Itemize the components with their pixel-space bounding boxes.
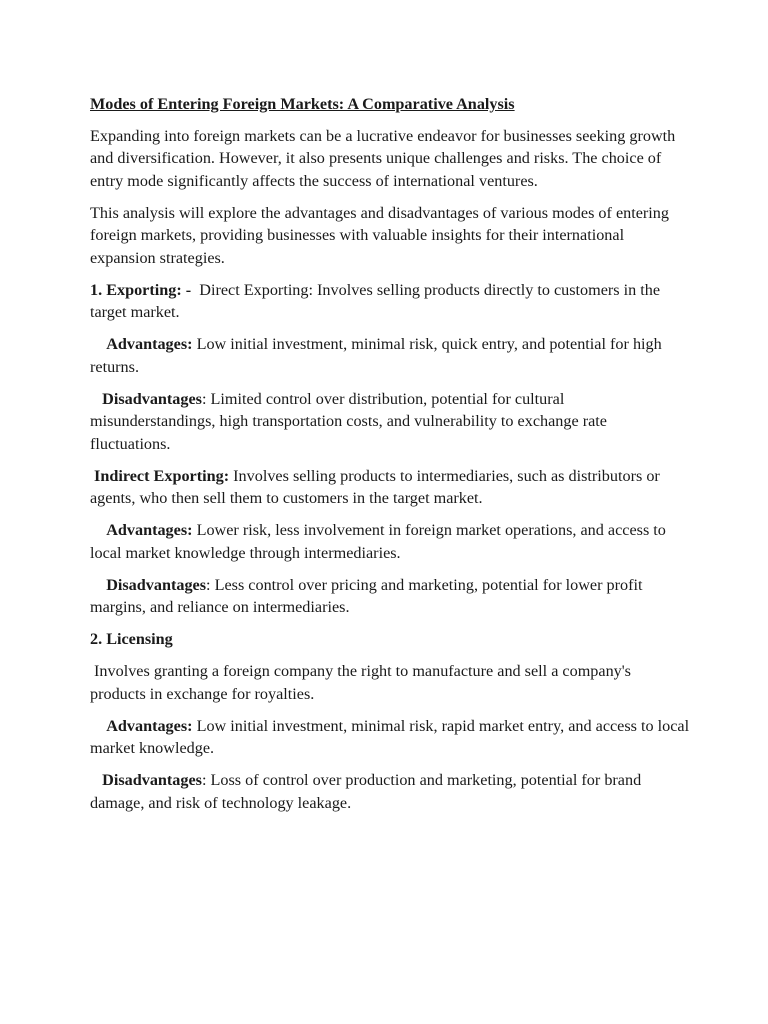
document-page: [90, 93, 690, 824]
licensing-advantages-label: Advantages:: [106, 716, 193, 735]
direct-advantages-text: Low initial investment, minimal risk, quick entry, and potential for high returns.: [90, 335, 662, 376]
direct-advantages-label: Advantages:: [106, 335, 193, 353]
licensing-disadvantages-text: : Loss of control over production and marketing, potential for brand damage, and risk of technology leakage.: [90, 771, 642, 812]
document-title: Modes of Entering Foreign Markets: A Comparative Analysis: [90, 95, 515, 113]
licensing-disadvantages-paragraph: [90, 769, 690, 814]
licensing-paragraph: [90, 660, 690, 705]
indirect-exporting-text: Involves selling products to intermediaries, such as distributors or agents, who then sell them to customers in the target market.: [90, 466, 660, 507]
direct-disadvantages-label: Disadvantages: [102, 389, 202, 408]
licensing-text: Involves granting a foreign company the right to manufacture and sell a company's products in exchange for royalties.: [90, 662, 631, 703]
direct-disadvantages-paragraph: [90, 388, 690, 456]
licensing-advantages-paragraph: [90, 715, 690, 760]
licensing-heading: 2. Licensing: [90, 630, 173, 648]
intro-paragraph-1: Expanding into foreign markets can be a lucrative endeavor for businesses seeking growth and diversification. However, it also presents unique challenges and risks. The choice of entry mode significantly affects the success of international ventures.: [90, 126, 676, 190]
indirect-disadvantages-label: Disadvantages: [106, 575, 207, 594]
licensing-disadvantages-label: Disadvantages: [102, 771, 202, 789]
indirect-disadvantages-paragraph: [90, 574, 690, 619]
indirect-advantages-label: Advantages:: [106, 521, 193, 539]
exporting-direct-paragraph: [90, 279, 690, 324]
indirect-advantages-text: Lower risk, less involvement in foreign market operations, and access to local market knowledge through intermediaries.: [90, 521, 666, 562]
exporting-heading: 1. Exporting: -: [90, 280, 192, 299]
indirect-exporting-label: Indirect Exporting:: [94, 466, 230, 485]
indirect-disadvantages-text: : Less control over pricing and marketing, potential for lower profit margins, and reliance on intermediaries.: [90, 575, 643, 616]
indirect-advantages-paragraph: [90, 519, 690, 564]
indirect-exporting-paragraph: [90, 465, 690, 510]
direct-exporting-text: Direct Exporting: Involves selling products directly to customers in the target market.: [90, 280, 661, 321]
direct-advantages-paragraph: [90, 333, 690, 378]
direct-disadvantages-text: : Limited control over distribution, potential for cultural misunderstandings, high transportation costs, and vulnerability to exchange rate fluctuations.: [90, 389, 607, 453]
intro-paragraph-2: This analysis will explore the advantages and disadvantages of various modes of entering foreign markets, providing businesses with valuable insights for their international expansion strategies.: [90, 203, 669, 267]
licensing-advantages-text: Low initial investment, minimal risk, rapid market entry, and access to local market knowledge.: [90, 716, 690, 757]
